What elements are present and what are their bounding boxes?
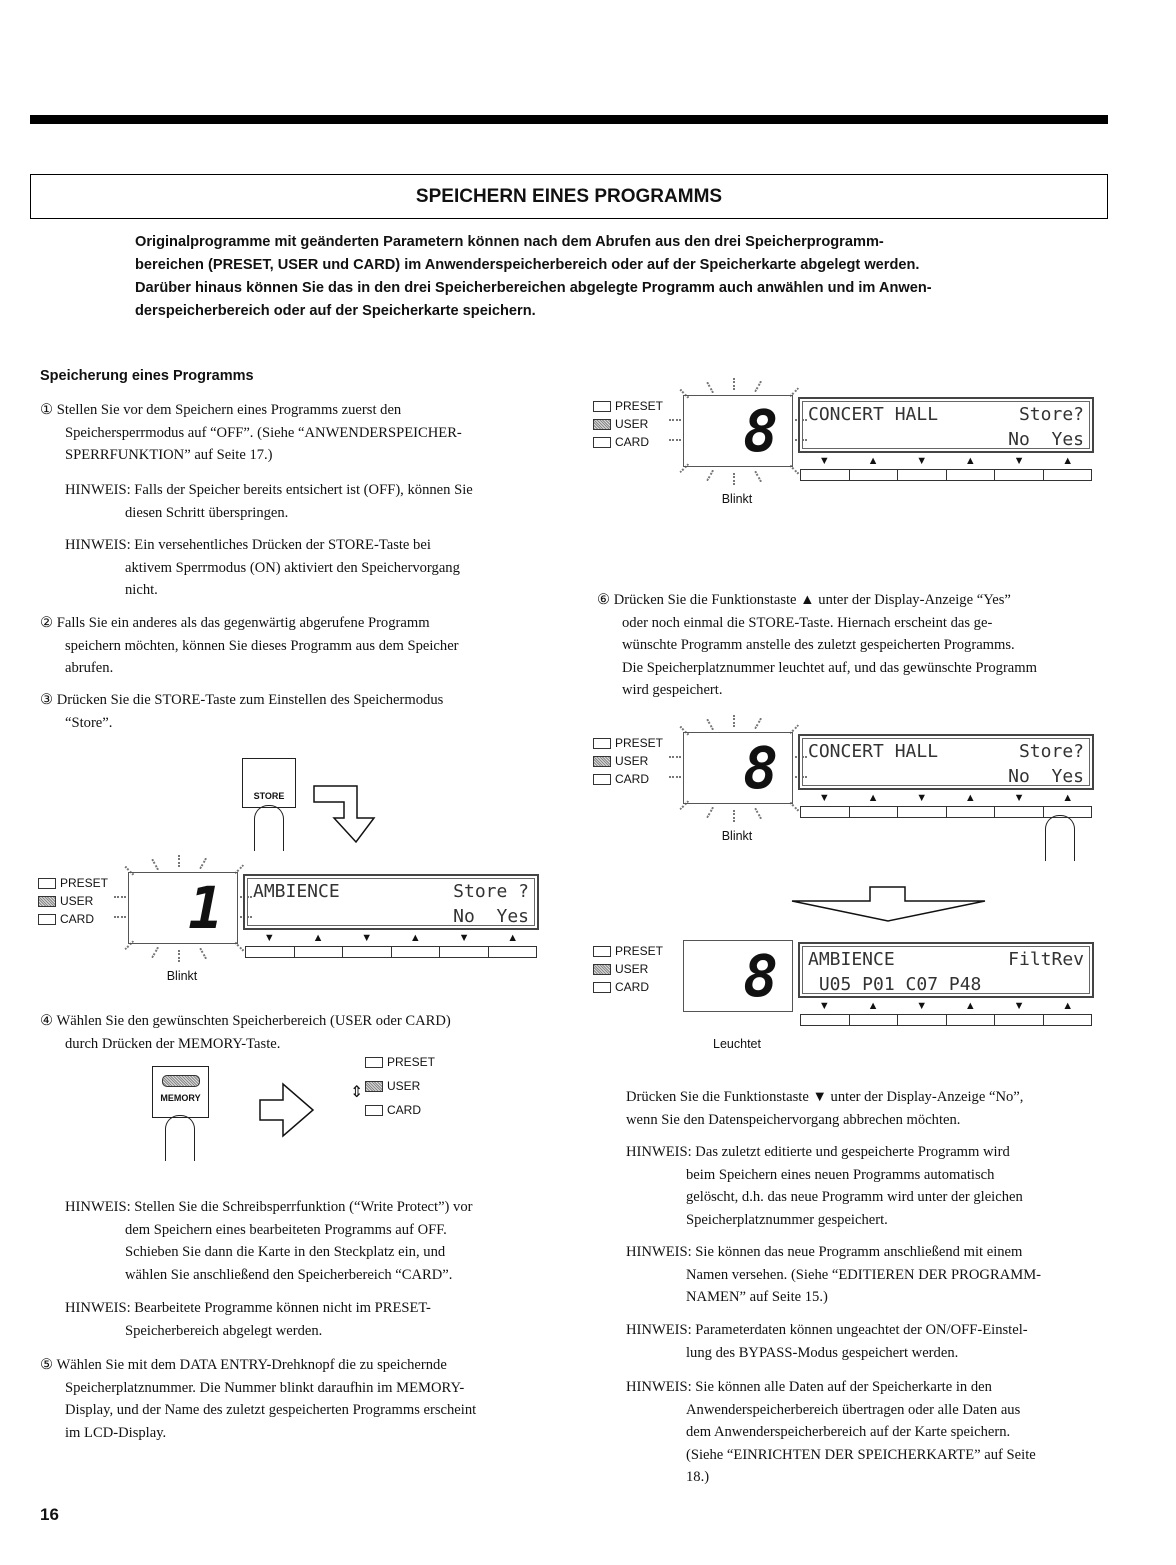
step-5: ⑤ Wählen Sie mit dem DATA ENTRY-Drehknopf die zu speichernde Speicherplatznummer. Die Nummer blinkt daraufhin im MEMORY- Display, und der Name des zuletzt gespeicherten Programms erscheint im LCD-Display. — [40, 1357, 477, 1441]
arrow-indicator: ▲ — [867, 455, 879, 467]
user-label: USER — [615, 962, 649, 976]
arrow-indicator: ▲ — [1062, 455, 1074, 467]
memory-key-label: MEMORY — [160, 1093, 201, 1103]
arrow-indicator: ▲ — [867, 792, 879, 804]
seven-segment-digit: 1 — [188, 874, 223, 942]
function-key-arrows — [800, 792, 1092, 804]
arrow-indicator: ▼ — [1013, 455, 1025, 467]
function-key[interactable] — [898, 807, 947, 817]
step-4: ④ Wählen Sie den gewünschten Speicherbereich (USER oder CARD) durch Drücken der MEMORY-Taste. — [40, 1013, 451, 1052]
blink-ray — [706, 718, 715, 730]
cancel-instruction: Drücken Sie die Funktionstaste ▼ unter der Display-Anzeige “No”, wenn Sie den Datenspeichervorgang abbrechen möchten. — [626, 1089, 1024, 1128]
note-3: HINWEIS: Stellen Sie die Schreibsperrfunktion (“Write Protect”) vor dem Speichern eines bearbeiteten Programms auf OFF. Schieben Sie dann die Karte in den Steckplatz ein, und wählen Sie anschließend den Speicherbereich “CARD”. — [65, 1199, 473, 1283]
preset-label: PRESET — [615, 399, 664, 413]
function-key[interactable] — [898, 1015, 947, 1025]
arrow-indicator: ▼ — [361, 932, 373, 944]
memory-area-legend — [593, 942, 663, 996]
function-keys — [800, 806, 1092, 818]
note-6: HINWEIS: Sie können das neue Programm anschließend mit einem Namen versehen. (Siehe “EDITIEREN DER PROGRAMM- NAMEN” auf Seite 15.) — [626, 1244, 1042, 1305]
arrow-indicator: ▼ — [263, 932, 275, 944]
display-state-label: Blinkt — [166, 969, 198, 983]
function-key[interactable] — [850, 1015, 899, 1025]
user-label: USER — [615, 754, 649, 768]
arrow-indicator: ▲ — [964, 792, 976, 804]
blink-ray — [733, 378, 737, 390]
arrow-indicator: ▲ — [507, 932, 519, 944]
page-title: SPEICHERN EINES PROGRAMMS — [30, 174, 1108, 219]
function-keys — [800, 469, 1092, 481]
function-key[interactable] — [295, 947, 344, 957]
function-key[interactable] — [246, 947, 295, 957]
function-key[interactable] — [850, 807, 899, 817]
blink-ray — [669, 439, 681, 443]
blink-ray — [754, 381, 763, 393]
function-key[interactable] — [898, 470, 947, 480]
arrow-indicator: ▲ — [1062, 1000, 1074, 1012]
step-2: ② Falls Sie ein anderes als das gegenwärtig abgerufene Programm speichern möchten, können Sie dieses Programm aus dem Speicher abrufen. — [40, 615, 459, 676]
blink-ray — [706, 807, 715, 819]
function-key[interactable] — [947, 470, 996, 480]
arrow-indicator: ▲ — [964, 455, 976, 467]
lcd-line1-right: Store? — [1018, 404, 1084, 425]
memory-lcd-display-figure — [593, 920, 1103, 1060]
lcd-line2-right: No Yes — [1008, 429, 1084, 450]
store-key-label: STORE — [253, 791, 285, 801]
lcd-line1-left: CONCERT HALL — [808, 404, 939, 425]
arrow-indicator: ▲ — [867, 1000, 879, 1012]
arrow-down-right-icon — [312, 780, 387, 850]
memory-number-display — [683, 732, 793, 804]
memory-key — [152, 1066, 209, 1118]
user-label: USER — [60, 894, 94, 908]
card-indicator — [38, 914, 56, 925]
memory-legend: PRESET USER CARD — [365, 1050, 435, 1122]
card-label: CARD — [615, 772, 650, 786]
blink-ray — [178, 855, 182, 867]
function-key[interactable] — [995, 807, 1044, 817]
function-key[interactable] — [801, 1015, 850, 1025]
memory-lcd-display-figure — [593, 712, 1103, 852]
function-key[interactable] — [343, 947, 392, 957]
blink-ray — [706, 381, 715, 393]
lcd-line1-right: Store ? — [453, 881, 529, 902]
arrow-indicator: ▼ — [1013, 1000, 1025, 1012]
arrow-indicator: ▼ — [458, 932, 470, 944]
page-number: 16 — [40, 1505, 59, 1524]
function-key[interactable] — [947, 807, 996, 817]
function-key[interactable] — [440, 947, 489, 957]
preset-indicator — [593, 946, 611, 957]
preset-indicator — [593, 738, 611, 749]
header-rule — [30, 115, 1108, 124]
memory-area-legend — [593, 734, 663, 788]
note-8: HINWEIS: Sie können alle Daten auf der Speicherkarte in den Anwenderspeicherbereich übertragen oder alle Daten aus dem Anwenderspeicherbereich auf der Karte speichern. (Siehe “EINRICHTEN DER SPEICHERKARTE” auf Seite 18.) — [626, 1379, 1036, 1485]
memory-number-display — [683, 395, 793, 467]
card-indicator — [593, 982, 611, 993]
blink-ray — [151, 947, 160, 959]
blink-ray — [199, 947, 208, 959]
arrow-indicator: ▼ — [818, 792, 830, 804]
arrow-indicator: ▲ — [409, 932, 421, 944]
function-key[interactable] — [1044, 1015, 1092, 1025]
memory-number-display — [128, 872, 238, 944]
function-key[interactable] — [801, 807, 850, 817]
note-5: HINWEIS: Das zuletzt editierte und gespeicherte Programm wird beim Speichern eines neuen Programms automatisch gelöscht, d.h. das neue Programm wird unter der gleichen Speicherplatznummer gespeichert. — [626, 1144, 1023, 1228]
card-indicator — [593, 437, 611, 448]
preset-indicator — [38, 878, 56, 889]
function-key[interactable] — [392, 947, 441, 957]
arrow-indicator: ▼ — [916, 792, 928, 804]
preset-label: PRESET — [615, 736, 664, 750]
arrow-indicator: ▼ — [1013, 792, 1025, 804]
function-key-arrows — [245, 932, 537, 944]
arrow-indicator: ▲ — [964, 1000, 976, 1012]
lcd-line1-right: Store? — [1018, 741, 1084, 762]
lcd-screen — [798, 734, 1094, 790]
step-1: ① Stellen Sie vor dem Speichern eines Programms zuerst den Speichersperrmodus auf “OFF”. (Siehe “ANWENDERSPEICHER- SPERRFUNKTION” auf Seite 17.) — [40, 402, 462, 463]
function-key[interactable] — [801, 470, 850, 480]
blink-ray — [754, 470, 763, 482]
function-keys — [245, 946, 537, 958]
note-2: HINWEIS: Ein versehentliches Drücken der STORE-Taste bei aktivem Sperrmodus (ON) aktiviert den Speichervorgang nicht. — [65, 537, 460, 598]
arrow-right-icon — [258, 1080, 318, 1140]
note-1: HINWEIS: Falls der Speicher bereits entsichert ist (OFF), können Sie diesen Schritt überspringen. — [65, 482, 473, 521]
lcd-line1-left: CONCERT HALL — [808, 741, 939, 762]
arrow-indicator: ▲ — [312, 932, 324, 944]
user-indicator — [593, 964, 611, 975]
blink-ray — [199, 858, 208, 870]
blink-ray — [114, 896, 126, 900]
lcd-screen — [798, 942, 1094, 998]
blink-ray — [669, 776, 681, 780]
function-key[interactable] — [850, 470, 899, 480]
seven-segment-digit: 8 — [743, 397, 778, 465]
lcd-line2-left: U05 P01 C07 P48 — [808, 974, 982, 995]
blink-ray — [733, 715, 737, 727]
arrow-indicator: ▼ — [916, 1000, 928, 1012]
display-state-label: Blinkt — [721, 829, 753, 843]
section-heading: Speicherung eines Programms — [40, 368, 254, 384]
finger-icon — [1045, 815, 1075, 861]
store-key — [242, 758, 296, 808]
arrow-indicator: ▼ — [818, 455, 830, 467]
arrow-down-icon — [790, 885, 990, 925]
lcd-line2-right: No Yes — [453, 906, 529, 927]
blink-ray — [669, 419, 681, 423]
memory-area-legend — [38, 874, 108, 928]
user-indicator — [593, 756, 611, 767]
blink-ray — [733, 473, 737, 485]
blink-ray — [178, 950, 182, 962]
memory-led — [162, 1075, 200, 1087]
note-7: HINWEIS: Parameterdaten können ungeachtet der ON/OFF-Einstel- lung des BYPASS-Modus gespeichert werden. — [626, 1322, 1028, 1361]
lcd-line1-left: AMBIENCE — [253, 881, 340, 902]
blink-ray — [754, 718, 763, 730]
arrow-indicator: ▼ — [916, 455, 928, 467]
function-key[interactable] — [995, 1015, 1044, 1025]
card-label: CARD — [60, 912, 95, 926]
card-label: CARD — [615, 435, 650, 449]
user-indicator — [38, 896, 56, 907]
memory-lcd-display-figure — [593, 375, 1103, 515]
preset-indicator — [593, 401, 611, 412]
memory-number-display — [683, 940, 793, 1012]
note-4: HINWEIS: Bearbeitete Programme können nicht im PRESET- Speicherbereich abgelegt werden. — [65, 1300, 431, 1339]
card-indicator — [593, 774, 611, 785]
lcd-screen — [243, 874, 539, 930]
intro-paragraph: Originalprogramme mit geänderten Parametern können nach dem Abrufen aus den drei Speicherprogramm- bereichen (PRESET, USER und CARD) im Anwenderspeicherbereich oder auf der Speicherkarte abgelegt werden. Darüber hinaus können Sie das in den drei Speicherbereichen abgelegte Programm auch anwählen und im Anwen- derspeicherbereich oder auf der Speicherkarte speichern. — [135, 234, 932, 319]
card-label: CARD — [615, 980, 650, 994]
finger-icon — [165, 1115, 195, 1161]
blink-ray — [114, 916, 126, 920]
blink-ray — [754, 807, 763, 819]
seven-segment-digit: 8 — [743, 942, 778, 1010]
blink-ray — [733, 810, 737, 822]
lcd-line2-right: No Yes — [1008, 766, 1084, 787]
memory-lcd-display-figure — [38, 852, 548, 992]
arrow-indicator: ▼ — [818, 1000, 830, 1012]
function-key-arrows — [800, 455, 1092, 467]
display-state-label: Leuchtet — [713, 1037, 761, 1051]
cycle-arrow-icon: ⇕ — [350, 1084, 364, 1101]
function-key-arrows — [800, 1000, 1092, 1012]
function-key[interactable] — [947, 1015, 996, 1025]
preset-label: PRESET — [615, 944, 664, 958]
lcd-screen — [798, 397, 1094, 453]
blink-ray — [151, 858, 160, 870]
finger-icon — [254, 805, 284, 851]
seven-segment-digit: 8 — [743, 734, 778, 802]
user-label: USER — [615, 417, 649, 431]
step-6: ⑥ Drücken Sie die Funktionstaste ▲ unter der Display-Anzeige “Yes” oder noch einmal die STORE-Taste. Hiernach erscheint das ge- wünschte Programm anstelle des zuletzt gespeicherten Programms. Die Speicherplatznummer leuchtet auf, und das gewünschte Programm wird gespeichert. — [597, 592, 1037, 698]
memory-area-legend — [593, 397, 663, 451]
lcd-line1-left: AMBIENCE — [808, 949, 895, 970]
function-key[interactable] — [1044, 470, 1092, 480]
function-key[interactable] — [995, 470, 1044, 480]
function-key[interactable] — [489, 947, 537, 957]
preset-label: PRESET — [60, 876, 109, 890]
step-3: ③ Drücken Sie die STORE-Taste zum Einstellen des Speichermodus “Store”. — [40, 692, 444, 731]
blink-ray — [706, 470, 715, 482]
user-indicator — [593, 419, 611, 430]
blink-ray — [669, 756, 681, 760]
arrow-indicator: ▲ — [1062, 792, 1074, 804]
lcd-line1-right: FiltRev — [1008, 949, 1084, 970]
function-keys — [800, 1014, 1092, 1026]
display-state-label: Blinkt — [721, 492, 753, 506]
